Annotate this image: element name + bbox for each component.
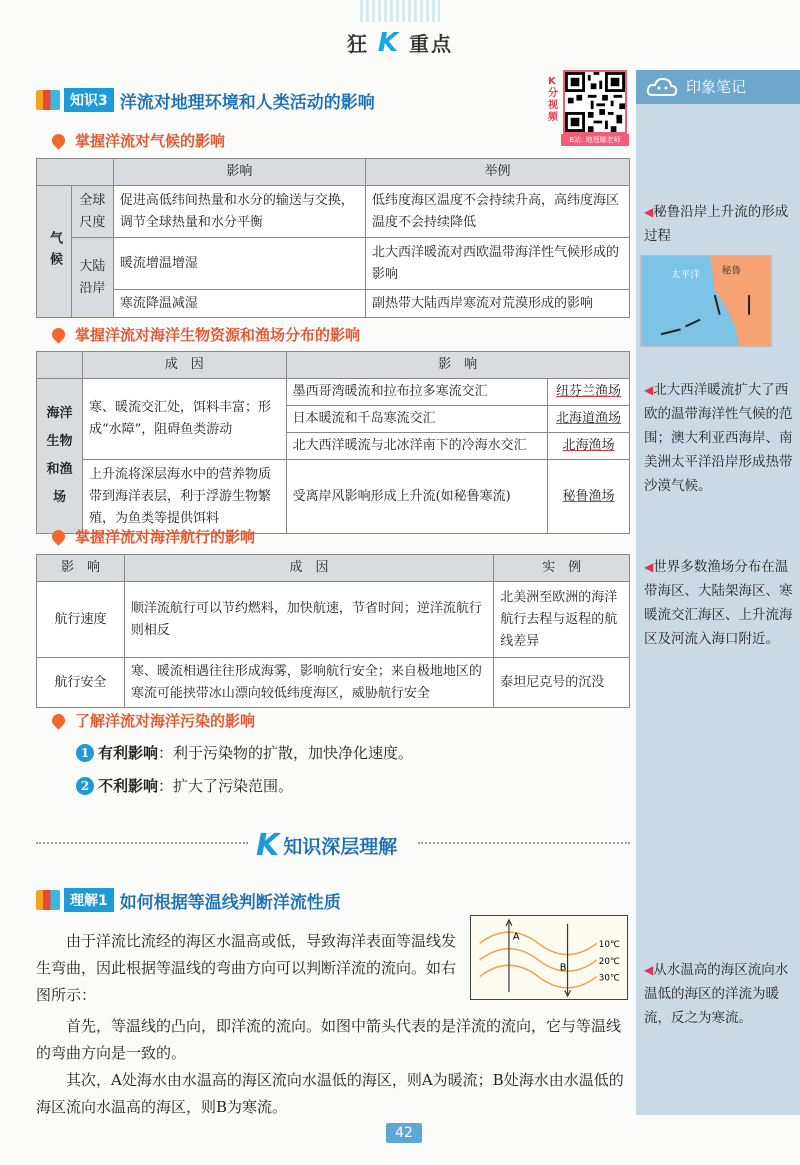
- effect-cell: 寒流降温减湿: [113, 290, 365, 318]
- triangle-icon: ◀: [644, 383, 654, 397]
- fishing-ground: 北海道渔场: [556, 411, 622, 426]
- brand-suffix: 重点: [409, 32, 454, 56]
- map-label-pacific: 太平洋: [670, 269, 701, 281]
- desc-cell: 日本暖流和千岛寒流交汇: [286, 406, 547, 433]
- navigation-subtitle: 掌握洋流对海洋航行的影响: [52, 526, 255, 547]
- effect-cell: 航行速度: [37, 582, 125, 658]
- header-cell: 影 响: [286, 352, 629, 379]
- note-3: ◀世界多数渔场分布在温带海区、大陆架海区、寒暖流交汇海区、上升流海区及河流入海口附近。: [644, 559, 793, 647]
- understanding-title: [36, 888, 341, 912]
- deep-title: K 知识深层理解: [256, 828, 398, 863]
- desc-cell: 受离岸风影响形成上升流(如秘鲁寒流): [286, 460, 547, 534]
- triangle-icon: ◀: [644, 963, 654, 977]
- qr-caption: B站: 地理娜老师: [561, 134, 629, 146]
- notes-title: 印象笔记: [686, 78, 747, 96]
- video-label: K分视频: [548, 76, 558, 123]
- paragraph: 由于洋流比流经的海区水温高或低，导致海洋表面等温线发生弯曲，因此根据等温线的弯曲方向可以判断洋流的流向。如右图所示：: [36, 932, 457, 1004]
- effect-cell: 暖流增温增湿: [113, 238, 365, 290]
- map-label-peru: 秘鲁: [721, 265, 742, 277]
- leaf-icon: [49, 325, 67, 343]
- effect-cell: 航行安全: [37, 658, 125, 708]
- paragraph: 首先，等温线的凸向，即洋流的流向。如图中箭头代表的是洋流的流向，它与等温线的弯曲方向是一致的。: [36, 1017, 622, 1062]
- pollution-item: 1 有利影响 ：利于污染物的扩散，加快净化速度。: [76, 742, 413, 763]
- header-decoration: [360, 0, 440, 22]
- triangle-icon: ◀: [644, 205, 654, 219]
- note-4: ◀从水温高的海区流向水温低的海区的洋流为暖流，反之为寒流。: [644, 962, 789, 1026]
- leaf-icon: [49, 711, 67, 729]
- pollution-subtitle: 了解洋流对海洋污染的影响: [52, 710, 255, 731]
- category-cell: 全球尺度: [72, 186, 114, 238]
- table-corner: [37, 159, 114, 186]
- example-cell: 副热带大陆西岸寒流对荒漠形成的影响: [365, 290, 629, 318]
- side-label: 海洋生物和渔场: [37, 379, 83, 534]
- navigation-table: [36, 554, 630, 708]
- peru-upwelling-map: [640, 255, 772, 347]
- category-cell: 大陆沿岸: [72, 238, 114, 318]
- figure-label-a: A: [512, 931, 520, 943]
- header-cell: 实 例: [494, 555, 630, 582]
- header-cell: 成 因: [82, 352, 286, 379]
- cloud-icon: [646, 75, 678, 99]
- leaf-icon: [49, 527, 67, 545]
- divider-left: [36, 842, 248, 844]
- cause-cell: 上升流将深层海水中的营养物质带到海洋表层，利于浮游生物繁殖，为鱼类等提供饵料: [82, 460, 286, 534]
- page-number: 42: [386, 1123, 422, 1143]
- note-2: ◀北大西洋暖流扩大了西欧的温带海洋性气候的范围；澳大利亚西海岸、南美洲太平洋沿岸形成热带沙漠气候。: [644, 382, 793, 494]
- fishing-ground: 北海渔场: [562, 438, 615, 453]
- isotherm-label: 30℃: [598, 973, 620, 984]
- header-cell: 影 响: [37, 555, 125, 582]
- cause-cell: 寒、暖流交汇处，饵料丰富；形成“水障”，阻碍鱼类游动: [82, 379, 286, 460]
- triangle-icon: ◀: [644, 560, 654, 574]
- header-cell: 成 因: [124, 555, 493, 582]
- cause-cell: 寒、暖流相遇往往形成海雾，影响航行安全；来自极地地区的寒流可能挟带冰山漂向较低纬度海区，威胁航行安全: [124, 658, 493, 708]
- paragraph: 其次，A处海水由水温高的海区流向水温低的海区，则A为暖流；B处海水由水温低的海区流向水温高的海区，则B为寒流。: [36, 1071, 624, 1116]
- section-heading: 洋流对地理环境和人类活动的影响: [119, 92, 375, 113]
- side-label: 气候: [37, 186, 72, 318]
- section-title: [36, 88, 375, 112]
- qr-code[interactable]: [563, 70, 627, 134]
- leaf-icon: [49, 131, 67, 149]
- book-icon: [36, 90, 60, 110]
- example-cell: 北美洲至欧洲的海洋航行去程与返程的航线差异: [494, 582, 630, 658]
- header-cell: 影响: [113, 159, 365, 186]
- cause-cell: 顺洋流航行可以节约燃料，加快航速，节省时间；逆洋流航行则相反: [124, 582, 493, 658]
- fishing-ground: 秘鲁渔场: [562, 488, 615, 504]
- effect-cell: 促进高低纬间热量和水分的输送与交换，调节全球热量和水分平衡: [113, 186, 365, 238]
- fishery-table: [36, 351, 630, 534]
- understanding-tag: 理解1: [64, 888, 114, 912]
- fishing-ground: 纽芬兰渔场: [556, 384, 622, 399]
- understanding-heading: 如何根据等温线判断洋流性质: [119, 892, 341, 913]
- isotherm-label: 10℃: [598, 940, 620, 951]
- example-cell: 泰坦尼克号的沉没: [494, 658, 630, 708]
- example-cell: 北大西洋暖流对西欧温带海洋性气候形成的影响: [365, 238, 629, 290]
- brand-prefix: 狂: [346, 32, 369, 56]
- number-one-icon: 1: [76, 744, 94, 762]
- figure-label-b: B: [559, 962, 567, 974]
- isotherm-figure: [470, 915, 628, 1000]
- brand-header: [0, 28, 800, 58]
- number-two-icon: 2: [76, 777, 94, 795]
- pollution-item: 2 不利影响 ：扩大了污染范围。: [76, 775, 293, 796]
- desc-cell: 墨西哥湾暖流和拉布拉多寒流交汇: [286, 379, 547, 406]
- isotherm-label: 20℃: [598, 956, 620, 967]
- notes-header: [636, 70, 800, 104]
- climate-subtitle: 掌握洋流对气候的影响: [52, 130, 225, 151]
- desc-cell: 北大西洋暖流与北冰洋南下的冷海水交汇: [286, 433, 547, 460]
- note-1: ◀秘鲁沿岸上升流的形成过程: [644, 204, 789, 244]
- k-logo-icon: K: [256, 828, 280, 863]
- fishery-subtitle: 掌握洋流对海洋生物资源和渔场分布的影响: [52, 324, 360, 345]
- divider-right: [418, 842, 630, 844]
- brand-k-logo: K: [377, 28, 401, 58]
- climate-table: [36, 158, 630, 318]
- header-cell: 举例: [365, 159, 629, 186]
- section-tag: 知识3: [64, 88, 114, 112]
- example-cell: 低纬度海区温度不会持续升高，高纬度海区温度不会持续降低: [365, 186, 629, 238]
- table-corner: [37, 352, 83, 379]
- book-icon: [36, 890, 60, 910]
